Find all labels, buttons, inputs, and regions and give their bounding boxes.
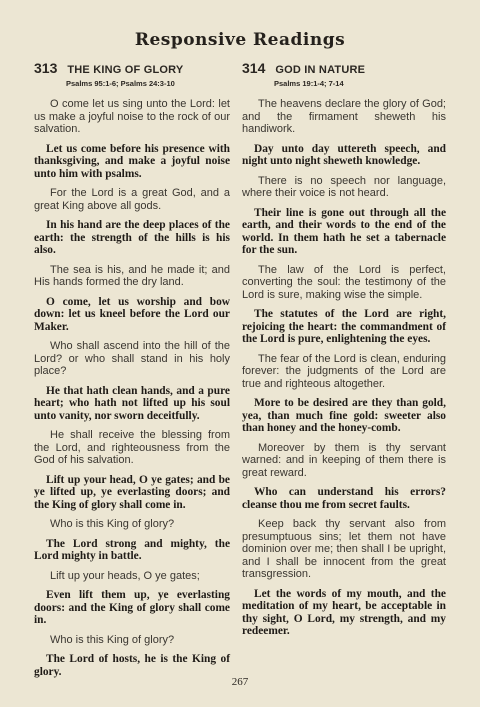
congregation-verse: Let us come before his presence with thanksgiving, and make a joyful noise unto him with psalms.: [34, 142, 230, 180]
congregation-verse: Their line is gone out through all the earth, and their words to the end of the world. In them hath he set a tabernacle for the sun.: [242, 206, 446, 256]
minister-verse: For the Lord is a great God, and a great King above all gods.: [34, 187, 230, 212]
congregation-verse: Let the words of my mouth, and the meditation of my heart, be acceptable in thy sight, O Lord, my strength, and my redeemer.: [242, 587, 446, 637]
selection-title: GOD IN NATURE: [275, 64, 366, 76]
page-number: 267: [231, 676, 249, 688]
minister-verse: Who shall ascend into the hill of the Lord? or who shall stand in his holy place?: [34, 340, 230, 377]
page-header: Responsive Readings: [134, 30, 346, 50]
selection-heading: [34, 60, 230, 78]
minister-verse: He shall receive the blessing from the Lord, and righteousness from the God of his salvation.: [34, 429, 230, 466]
congregation-verse: The statutes of the Lord are right, rejoicing the heart: the commandment of the Lord is pure, enlightening the eyes.: [242, 308, 446, 345]
reading-314: [242, 60, 446, 645]
minister-verse: Who is this King of glory?: [50, 633, 175, 646]
selection-number: 313: [34, 60, 58, 76]
scripture-reference: Psalms 19:1-4; 7-14: [274, 79, 344, 88]
congregation-verse: He that hath clean hands, and a pure heart; who hath not lifted up his soul unto vanity, nor sworn deceitfully.: [34, 384, 230, 422]
congregation-verse: Lift up your head, O ye gates; and be ye lifted up, ye everlasting doors; and the King of glory shall come in.: [34, 473, 230, 511]
reading-313: [34, 60, 230, 685]
minister-verse: Keep back thy servant also from presumptuous sins; let them not have dominion over me; then shall I be upright, and I shall be innocent from the great transgression.: [242, 518, 446, 580]
congregation-verse: In his hand are the deep places of the earth: the strength of the hills is his also.: [34, 219, 230, 256]
scripture-reference: Psalms 95:1-6; Psalms 24:3-10: [66, 79, 175, 88]
minister-verse: The law of the Lord is perfect, converting the soul: the testimony of the Lord is sure, making wise the simple.: [242, 263, 446, 301]
selection-title: THE KING OF GLORY: [67, 64, 184, 76]
congregation-verse: Who can understand his errors? cleanse thou me from secret faults.: [242, 486, 446, 511]
minister-verse: Moreover by them is thy servant warned: and in keeping of them there is great reward.: [242, 441, 446, 479]
minister-verse: Lift up your heads, O ye gates;: [50, 569, 200, 582]
minister-verse: O come let us sing unto the Lord: let us make a joyful noise to the rock of our salvation.: [34, 98, 230, 135]
minister-verse: The sea is his, and he made it; and His hands formed the dry land.: [34, 263, 230, 288]
congregation-verse: Even lift them up, ye everlasting doors: and the King of glory shall come in.: [34, 589, 230, 626]
selection-heading: [242, 60, 446, 78]
verse-list: [34, 98, 230, 678]
minister-verse: There is no speech nor language, where their voice is not heard.: [242, 174, 446, 199]
verse-list: [242, 98, 446, 638]
minister-verse: The heavens declare the glory of God; and the firmament sheweth his handiwork.: [242, 98, 446, 135]
minister-verse: The fear of the Lord is clean, enduring forever: the judgments of the Lord are true and righteous altogether.: [242, 352, 446, 390]
congregation-verse: The Lord of hosts, he is the King of glory.: [34, 653, 230, 678]
congregation-verse: Day unto day uttereth speech, and night unto night sheweth knowledge.: [242, 142, 446, 167]
congregation-verse: More to be desired are they than gold, yea, than much fine gold: sweeter also than honey and the honey-comb.: [242, 397, 446, 434]
congregation-verse: O come, let us worship and bow down: let us kneel before the Lord our Maker.: [34, 295, 230, 333]
congregation-verse: The Lord strong and mighty, the Lord mighty in battle.: [34, 537, 230, 562]
selection-number: 314: [242, 60, 266, 76]
minister-verse: Who is this King of glory?: [50, 518, 175, 530]
